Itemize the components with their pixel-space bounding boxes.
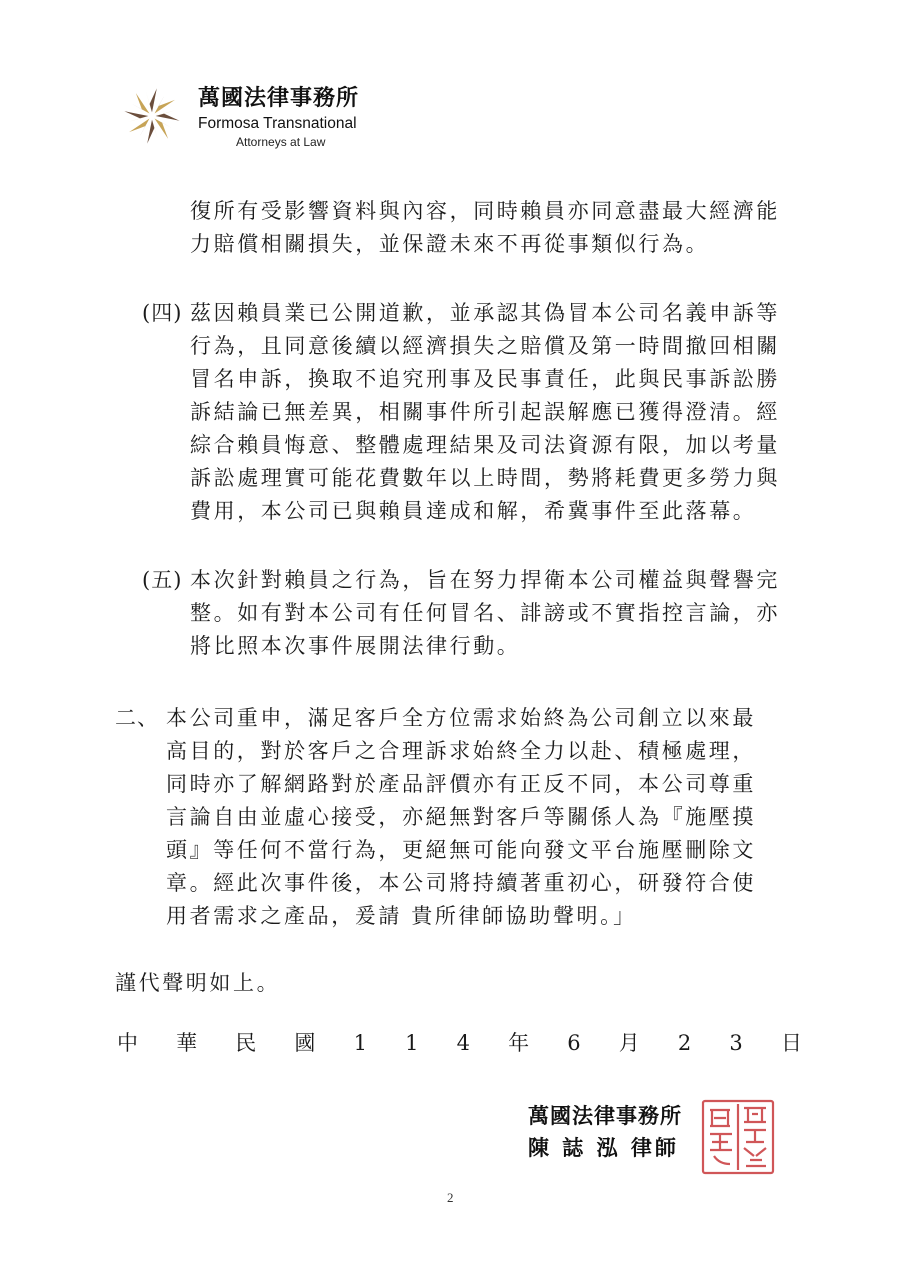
paragraph-line: 綜合賴員悔意、整體處理結果及司法資源有限，加以考量 (190, 433, 780, 457)
paragraph-line: 用者需求之產品，爰請 貴所律師協助聲明。」 (166, 904, 637, 928)
item-marker: (五) (142, 568, 183, 592)
paragraph-line: 費用，本公司已與賴員達成和解，希冀事件至此落幕。 (190, 499, 757, 523)
date-char: 華 (176, 1031, 198, 1055)
page-number: 2 (447, 1190, 454, 1205)
paragraph-line: 同時亦了解網路對於產品評價亦有正反不同，本公司尊重 (166, 772, 756, 796)
closing-statement: 謹代聲明如上。 (115, 971, 281, 995)
date-char: 國 (294, 1031, 316, 1055)
paragraph-line: 復所有受影響資料與內容，同時賴員亦同意盡最大經濟能 (190, 199, 780, 223)
paragraph-line: 本次針對賴員之行為，旨在努力捍衛本公司權益與聲譽完 (190, 568, 780, 592)
paragraph-line: 行為，且同意後續以經濟損失之賠償及第一時間撤回相關 (190, 334, 780, 358)
signature-lawyer: 陳 誌 泓 律師 (528, 1136, 679, 1160)
item-marker: (四) (142, 301, 183, 325)
date-char: 日 (780, 1031, 802, 1055)
date-char: 民 (235, 1031, 257, 1055)
paragraph-line: 訴訟處理實可能花費數年以上時間，勢將耗費更多勞力與 (190, 466, 780, 490)
paragraph-line: 將比照本次事件展開法律行動。 (190, 634, 521, 658)
firm-name-zh: 萬國法律事務所 (198, 86, 360, 111)
red-seal-stamp-icon (700, 1098, 776, 1176)
date-char: 年 (508, 1031, 530, 1055)
section-marker: 二、 (115, 706, 159, 730)
star-logo-icon (122, 86, 182, 146)
date-char: 月 (618, 1031, 640, 1055)
document-date (117, 1028, 802, 1058)
paragraph-line: 本公司重申，滿足客戶全方位需求始終為公司創立以來最 (166, 706, 756, 730)
paragraph-line: 言論自由並虛心接受，亦絕無對客戶等關係人為『施壓摸 (166, 805, 756, 829)
paragraph-line: 訴結論已無差異，相關事件所引起誤解應已獲得澄清。經 (190, 400, 780, 424)
paragraph-line: 茲因賴員業已公開道歉，並承認其偽冒本公司名義申訴等 (190, 301, 780, 325)
firm-subtitle: Attorneys at Law (236, 135, 326, 149)
paragraph-line: 整。如有對本公司有任何冒名、誹謗或不實指控言論，亦 (190, 601, 780, 625)
date-char: 1 (353, 1031, 367, 1055)
paragraph-line: 力賠償相關損失，並保證未來不再從事類似行為。 (190, 232, 710, 256)
date-char: 6 (567, 1031, 581, 1055)
paragraph-line: 章。經此次事件後，本公司將持續著重初心，研發符合使 (166, 871, 756, 895)
signature-firm: 萬國法律事務所 (528, 1104, 682, 1128)
date-char: 2 (677, 1031, 692, 1055)
paragraph-line: 冒名申訴，換取不追究刑事及民事責任，此與民事訴訟勝 (190, 367, 780, 391)
paragraph-line: 高目的，對於客戶之合理訴求始終全力以赴、積極處理， (166, 739, 756, 763)
date-char: 3 (729, 1031, 743, 1055)
date-char: 4 (456, 1031, 470, 1055)
letterhead-brand (198, 86, 359, 150)
firm-name-en: Formosa Transnational (198, 115, 357, 132)
date-char: 1 (405, 1031, 419, 1055)
date-char: 中 (117, 1031, 138, 1055)
paragraph-line: 頭』等任何不當行為，更絕無可能向發文平台施壓刪除文 (166, 838, 756, 862)
